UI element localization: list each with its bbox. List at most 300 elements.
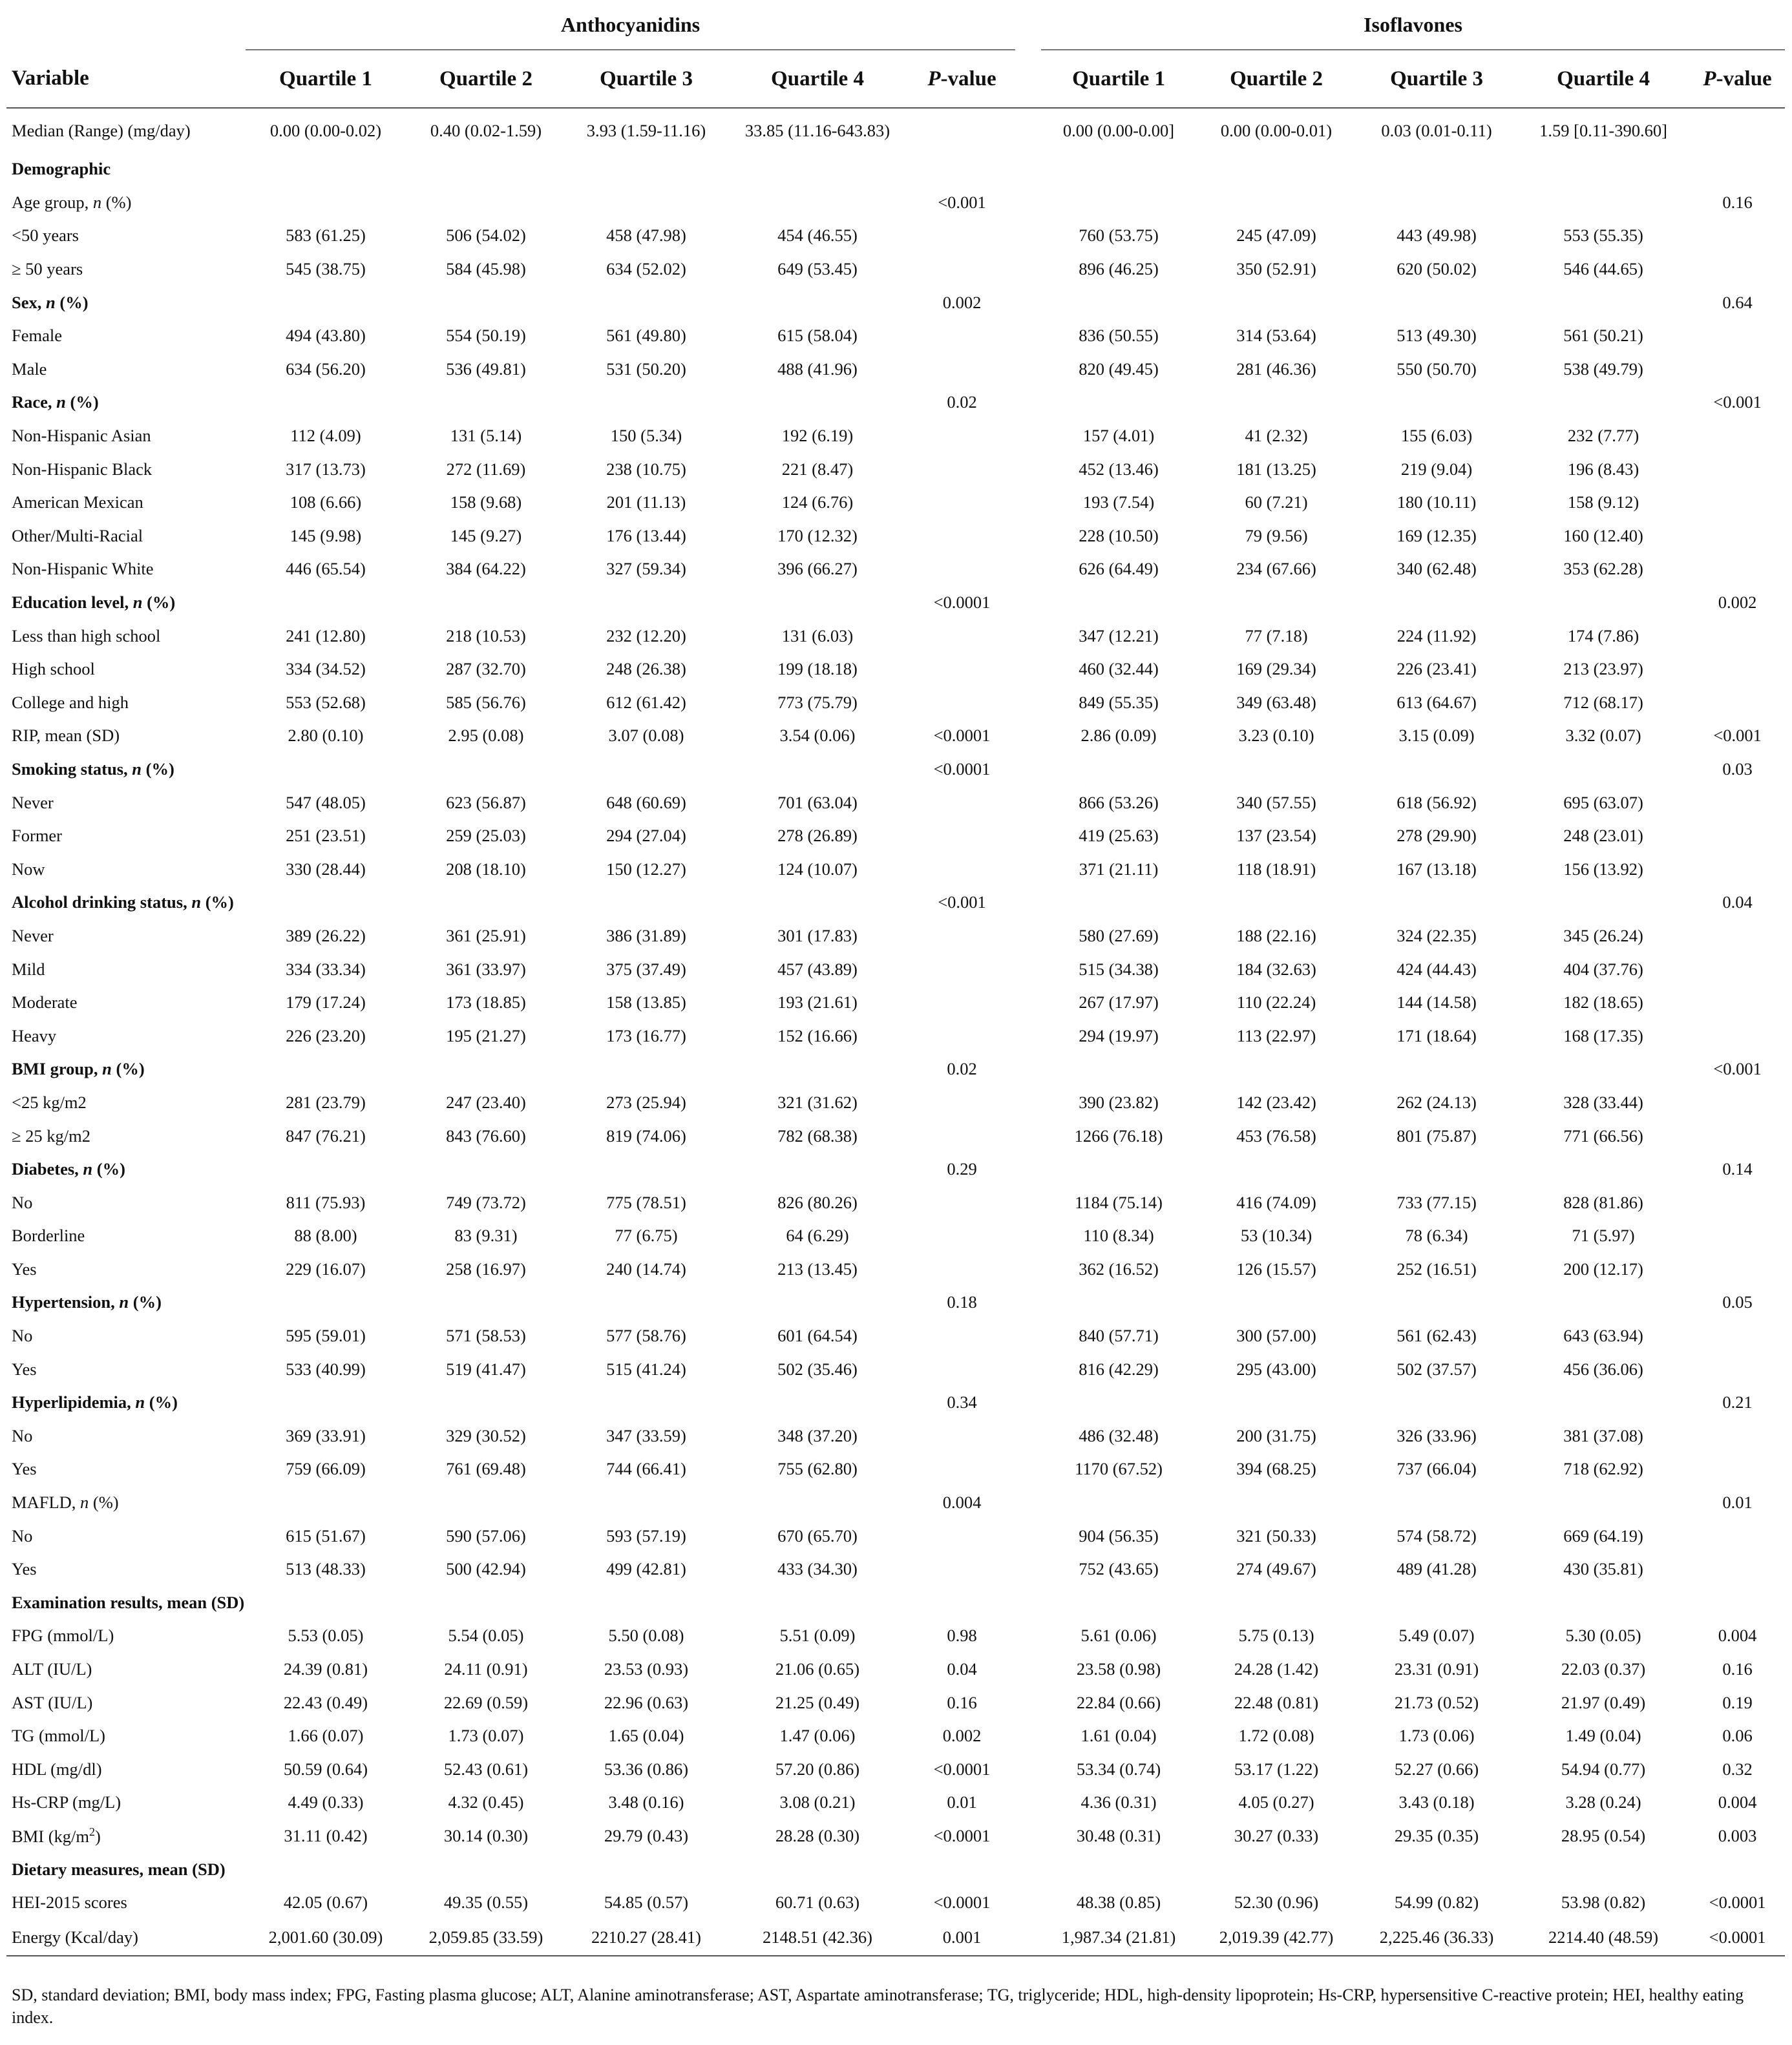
anthocyanidins-quartile-1-cell: 5.53 (0.05) [288,1626,364,1646]
isoflavones-quartile-4-cell: 196 (8.43) [1567,459,1639,479]
column-gap [1015,108,1041,152]
anthocyanidins-quartile-3-cell: 5.50 (0.08) [608,1626,684,1646]
isoflavones-quartile-3-cell: 5.49 (0.07) [1398,1626,1475,1646]
row-label [6,786,246,819]
anthocyanidins-quartile-1-cell: 634 (56.20) [286,359,366,379]
anthocyanidins-quartile-3-cell: 327 (59.34) [606,559,686,579]
anthocyanidins-p-value-cell: <0.0001 [933,1893,991,1913]
isoflavones-quartile-3-cell [1356,1053,1517,1086]
isoflavones-quartile-3-cell: 180 (10.11) [1397,492,1477,512]
anthocyanidins-p-value-cell: 0.002 [942,1726,982,1746]
isoflavones-quartile-4-cell: 174 (7.86) [1567,625,1639,645]
isoflavones-quartile-4-cell: 160 (12.40) [1563,525,1643,545]
isoflavones-quartile-1-cell: 1266 (76.18) [1074,1126,1163,1146]
isoflavones-quartile-2-cell: 1.72 (0.08) [1238,1726,1314,1746]
anthocyanidins-p-value-cell [909,686,1015,720]
table-row [6,1352,1785,1386]
anthocyanidins-quartile-4-cell: 152 (16.66) [777,1025,858,1045]
table-row [6,619,1785,653]
row-label [6,719,246,753]
row-label [6,1119,246,1153]
isoflavones-quartile-3-cell [1356,586,1517,620]
anthocyanidins-quartile-3-cell: 29.79 (0.43) [604,1825,689,1845]
anthocyanidins-quartile-3-cell: 375 (37.49) [606,959,686,979]
column-gap [1015,1719,1041,1753]
anthocyanidins-p-value-cell [909,1119,1015,1153]
anthocyanidins-quartile-1-cell: 22.43 (0.49) [283,1692,368,1712]
isoflavones-p-value-cell: 0.64 [1722,292,1753,312]
column-gap [1015,653,1041,686]
column-header-quartile-3: Quartile 3 [1356,50,1517,108]
table-row [6,519,1785,553]
anthocyanidins-quartile-2-cell: 173 (18.85) [446,992,526,1012]
row-label [6,1553,246,1586]
column-gap [1015,786,1041,819]
column-gap [1015,686,1041,720]
isoflavones-quartile-2-cell [1196,886,1356,919]
row-label [6,1852,246,1886]
anthocyanidins-quartile-1-cell: 583 (61.25) [286,225,366,246]
anthocyanidins-p-value-cell: 0.16 [947,1692,977,1712]
row-label-text: No [12,1526,33,1546]
isoflavones-p-value-cell: 0.05 [1722,1292,1753,1312]
isoflavones-quartile-3-cell: 78 (6.34) [1405,1226,1468,1246]
anthocyanidins-quartile-4-cell: 131 (6.03) [781,625,854,645]
anthocyanidins-quartile-2-cell: 131 (5.14) [450,426,522,446]
anthocyanidins-quartile-2-cell [406,1586,566,1620]
row-label-text: Female [12,326,62,346]
table-row [6,653,1785,686]
row-label-text: Smoking status, [12,759,132,779]
anthocyanidins-quartile-3-cell: 240 (14.74) [606,1259,686,1279]
isoflavones-p-value-cell: 0.16 [1722,1659,1753,1679]
anthocyanidins-quartile-1-cell: 179 (17.24) [286,992,366,1012]
isoflavones-quartile-1-cell: 371 (21.11) [1079,859,1159,879]
table-row [6,1919,1785,1956]
row-label-suffix: (%) [111,1059,145,1079]
anthocyanidins-quartile-3-cell: 1.65 (0.04) [608,1726,684,1746]
row-label-text: Energy (Kcal/day) [12,1927,138,1947]
anthocyanidins-quartile-3-cell [566,753,726,786]
isoflavones-quartile-2-cell: 349 (63.48) [1236,692,1316,712]
anthocyanidins-quartile-4-cell: 670 (65.70) [777,1526,858,1546]
column-gap [1015,486,1041,519]
isoflavones-quartile-2-cell: 41 (2.32) [1245,426,1308,446]
anthocyanidins-quartile-4-cell: 3.08 (0.21) [779,1792,856,1812]
anthocyanidins-quartile-3-cell: 612 (61.42) [606,692,686,712]
isoflavones-p-value-cell [1690,319,1785,353]
anthocyanidins-quartile-3-cell: 273 (25.94) [606,1092,686,1112]
isoflavones-quartile-3-cell [1356,1153,1517,1186]
anthocyanidins-quartile-2-cell: 83 (9.31) [454,1226,518,1246]
isoflavones-quartile-1-cell: 849 (55.35) [1079,692,1159,712]
anthocyanidins-quartile-3-cell: 458 (47.98) [606,225,686,246]
anthocyanidins-quartile-3-cell: 593 (57.19) [606,1526,686,1546]
row-label [6,1753,246,1787]
isoflavones-quartile-3-cell: 169 (12.35) [1397,525,1477,545]
anthocyanidins-quartile-2-cell: 272 (11.69) [446,459,526,479]
anthocyanidins-quartile-4-cell: 21.25 (0.49) [775,1692,860,1712]
isoflavones-quartile-4-cell: 21.97 (0.49) [1561,1692,1646,1712]
row-label-text: <25 kg/m2 [12,1092,87,1112]
table-row [6,353,1785,386]
anthocyanidins-quartile-2-cell: 52.43 (0.61) [443,1759,529,1779]
column-gap [1015,1053,1041,1086]
isoflavones-quartile-4-cell: 381 (37.08) [1563,1425,1643,1445]
anthocyanidins-quartile-2-cell [406,1386,566,1420]
anthocyanidins-quartile-3-cell: 775 (78.51) [606,1192,686,1212]
column-header-quartile-4: Quartile 4 [1517,50,1690,108]
column-gap [1015,1586,1041,1620]
row-label-text: American Mexican [12,492,143,512]
row-label [6,1519,246,1553]
anthocyanidins-quartile-1-cell: 2,001.60 (30.09) [246,1919,406,1956]
isoflavones-p-value-cell [1690,452,1785,486]
isoflavones-p-value-cell: 0.19 [1722,1692,1753,1712]
isoflavones-quartile-2-cell [1196,586,1356,620]
isoflavones-quartile-4-cell: 353 (62.28) [1563,559,1643,579]
anthocyanidins-quartile-4-cell: 199 (18.18) [777,659,858,679]
isoflavones-quartile-4-cell [1517,1386,1690,1420]
isoflavones-quartile-2-cell [1196,1586,1356,1620]
anthocyanidins-quartile-4-cell [726,1386,909,1420]
isoflavones-quartile-2-cell [1196,1386,1356,1420]
row-label-text: AST (IU/L) [12,1692,93,1712]
isoflavones-quartile-3-cell [1356,386,1517,419]
anthocyanidins-quartile-2-cell: 2,059.85 (33.59) [406,1919,566,1956]
anthocyanidins-quartile-2-cell: 623 (56.87) [446,792,526,812]
table-row [6,1619,1785,1653]
table-row [6,586,1785,620]
isoflavones-p-value-cell [1690,519,1785,553]
isoflavones-quartile-4-cell [1517,1286,1690,1319]
p-letter: P [927,67,941,90]
isoflavones-quartile-1-cell [1041,1153,1196,1186]
table-row [6,386,1785,419]
row-label [6,653,246,686]
row-label-n: n [132,593,143,613]
column-gap [1015,819,1041,853]
isoflavones-p-value-cell [1690,486,1785,519]
anthocyanidins-p-value-cell [909,1420,1015,1453]
anthocyanidins-quartile-3-cell: 499 (42.81) [606,1559,686,1579]
isoflavones-quartile-1-cell: 1184 (75.14) [1075,1192,1163,1212]
isoflavones-p-value-cell [1690,1586,1785,1620]
anthocyanidins-quartile-2-cell: 384 (64.22) [446,559,526,579]
anthocyanidins-p-value-cell [909,552,1015,586]
isoflavones-quartile-3-cell: 324 (22.35) [1397,925,1477,945]
row-label [6,519,246,553]
isoflavones-quartile-3-cell: 618 (56.92) [1397,792,1477,812]
table-row [6,852,1785,886]
row-label-text: Heavy [12,1025,57,1045]
group-header-row [6,0,1785,50]
table-row [6,1586,1785,1620]
anthocyanidins-quartile-3-cell: 238 (10.75) [606,459,686,479]
isoflavones-quartile-2-cell [1196,1486,1356,1520]
isoflavones-quartile-1-cell [1041,886,1196,919]
row-label-text: Age group, [12,192,93,212]
isoflavones-quartile-1-cell: 1,987.34 (21.81) [1041,1919,1196,1956]
column-gap [1015,1553,1041,1586]
isoflavones-quartile-3-cell: 278 (29.90) [1397,826,1477,846]
isoflavones-quartile-3-cell: 0.03 (0.01-0.11) [1381,120,1492,140]
row-label-text: Never [12,792,54,812]
row-label-text: Moderate [12,992,78,1012]
anthocyanidins-quartile-3-cell: 201 (11.13) [606,492,686,512]
anthocyanidins-quartile-1-cell [246,186,406,220]
isoflavones-p-value-cell: <0.0001 [1690,1919,1785,1956]
column-header-p-value [909,50,1015,108]
row-label-text: Borderline [12,1226,85,1246]
anthocyanidins-quartile-2-cell: 287 (32.70) [446,659,526,679]
isoflavones-p-value-cell [1690,786,1785,819]
isoflavones-quartile-4-cell: 182 (18.65) [1563,992,1643,1012]
row-label [6,419,246,453]
anthocyanidins-quartile-1-cell: 615 (51.67) [286,1526,366,1546]
anthocyanidins-p-value-cell [909,786,1015,819]
isoflavones-quartile-2-cell [1196,386,1356,419]
table-row [6,319,1785,353]
anthocyanidins-p-value-cell: 0.29 [947,1159,977,1179]
column-gap [1015,1619,1041,1653]
anthocyanidins-quartile-4-cell: 615 (58.04) [777,326,858,346]
row-label-n: n [92,192,102,212]
isoflavones-p-value-cell [1690,852,1785,886]
isoflavones-quartile-4-cell: 158 (9.12) [1567,492,1639,512]
row-label-n: n [46,292,56,312]
column-gap [1015,1420,1041,1453]
row-label-n: n [102,1059,112,1079]
isoflavones-p-value-cell [1690,1086,1785,1120]
isoflavones-quartile-4-cell: 1.49 (0.04) [1565,1726,1641,1746]
isoflavones-quartile-4-cell: 5.30 (0.05) [1565,1626,1641,1646]
anthocyanidins-quartile-3-cell: 744 (66.41) [606,1459,686,1479]
anthocyanidins-quartile-1-cell: 369 (33.91) [286,1425,366,1445]
isoflavones-quartile-1-cell: 840 (57.71) [1079,1326,1159,1346]
anthocyanidins-quartile-4-cell [726,186,909,220]
isoflavones-p-value-cell [1690,919,1785,953]
isoflavones-quartile-4-cell [1517,1486,1690,1520]
anthocyanidins-quartile-3-cell [566,1586,726,1620]
isoflavones-p-value-cell: 0.01 [1722,1493,1753,1513]
column-gap [1015,886,1041,919]
row-label [6,1186,246,1219]
anthocyanidins-quartile-2-cell: 22.69 (0.59) [443,1692,529,1712]
isoflavones-quartile-3-cell: 252 (16.51) [1397,1259,1477,1279]
anthocyanidins-quartile-4-cell: 5.51 (0.09) [779,1626,856,1646]
isoflavones-quartile-3-cell: 219 (9.04) [1400,459,1473,479]
anthocyanidins-quartile-3-cell [566,386,726,419]
anthocyanidins-quartile-2-cell [406,152,566,186]
column-gap [1015,1086,1041,1120]
isoflavones-quartile-3-cell: 561 (62.43) [1397,1326,1477,1346]
isoflavones-quartile-3-cell [1356,886,1517,919]
isoflavones-quartile-3-cell: 737 (66.04) [1397,1459,1477,1479]
anthocyanidins-quartile-4-cell: 192 (6.19) [781,426,854,446]
row-label [6,319,246,353]
anthocyanidins-quartile-4-cell: 1.47 (0.06) [779,1726,856,1746]
characteristics-table [6,0,1785,1956]
column-gap [1015,1386,1041,1420]
anthocyanidins-quartile-4-cell: 170 (12.32) [777,525,858,545]
isoflavones-quartile-1-cell: 294 (19.97) [1079,1025,1159,1045]
anthocyanidins-p-value-cell [909,253,1015,286]
anthocyanidins-quartile-2-cell: 195 (21.27) [446,1025,526,1045]
anthocyanidins-p-value-cell [909,619,1015,653]
anthocyanidins-quartile-1-cell: 229 (16.07) [286,1259,366,1279]
anthocyanidins-quartile-1-cell: 1.66 (0.07) [288,1726,364,1746]
anthocyanidins-quartile-2-cell [406,186,566,220]
column-gap [1015,586,1041,620]
anthocyanidins-quartile-4-cell: 773 (75.79) [777,692,858,712]
row-label [6,986,246,1020]
row-label [6,1486,246,1520]
row-label-text: TG (mmol/L) [12,1726,105,1746]
isoflavones-p-value-cell: 0.004 [1718,1626,1757,1646]
row-label [6,386,246,419]
table-row [6,1420,1785,1453]
anthocyanidins-quartile-2-cell: 259 (25.03) [446,826,526,846]
table-row [6,1086,1785,1120]
p-suffix: -value [940,67,996,90]
isoflavones-quartile-3-cell: 574 (58.72) [1397,1526,1477,1546]
anthocyanidins-quartile-2-cell: 554 (50.19) [446,326,526,346]
anthocyanidins-quartile-3-cell: 634 (52.02) [606,259,686,279]
isoflavones-quartile-4-cell [1517,386,1690,419]
isoflavones-p-value-cell: <0.001 [1713,1059,1762,1079]
isoflavones-quartile-4-cell: 213 (23.97) [1563,659,1643,679]
table-row [6,186,1785,220]
anthocyanidins-quartile-4-cell: 278 (26.89) [777,826,858,846]
anthocyanidins-p-value-cell [909,219,1015,253]
isoflavones-quartile-4-cell: 430 (35.81) [1563,1559,1643,1579]
isoflavones-quartile-3-cell: 171 (18.64) [1397,1025,1477,1045]
row-label [6,819,246,853]
isoflavones-quartile-2-cell: 24.28 (1.42) [1234,1659,1319,1679]
isoflavones-quartile-4-cell: 248 (23.01) [1563,826,1643,846]
anthocyanidins-quartile-3-cell: 3.07 (0.08) [608,726,684,746]
row-label-suffix: (%) [129,1292,162,1312]
table-row [6,1686,1785,1719]
anthocyanidins-quartile-1-cell: 24.39 (0.81) [283,1659,368,1679]
isoflavones-quartile-1-cell: 752 (43.65) [1079,1559,1159,1579]
anthocyanidins-p-value-cell [909,1086,1015,1120]
isoflavones-quartile-2-cell: 274 (49.67) [1236,1559,1316,1579]
isoflavones-quartile-4-cell: 328 (33.44) [1563,1092,1643,1112]
isoflavones-quartile-1-cell: 110 (8.34) [1083,1226,1154,1246]
row-label [6,1319,246,1353]
isoflavones-quartile-2-cell: 0.00 (0.00-0.01) [1220,120,1333,140]
isoflavones-quartile-2-cell: 118 (18.91) [1236,859,1316,879]
anthocyanidins-quartile-3-cell: 2210.27 (28.41) [566,1919,726,1956]
isoflavones-quartile-2-cell: 5.75 (0.13) [1238,1626,1314,1646]
isoflavones-quartile-3-cell: 443 (49.98) [1397,225,1477,246]
anthocyanidins-quartile-4-cell: 301 (17.83) [777,925,858,945]
isoflavones-quartile-1-cell: 23.58 (0.98) [1076,1659,1161,1679]
anthocyanidins-p-value-cell: 0.02 [947,392,977,412]
table-row [6,1852,1785,1886]
anthocyanidins-quartile-3-cell: 294 (27.04) [606,826,686,846]
table-row [6,1786,1785,1820]
row-label [6,1619,246,1653]
isoflavones-quartile-2-cell [1196,286,1356,319]
anthocyanidins-quartile-3-cell: 3.93 (1.59-11.16) [586,120,706,140]
isoflavones-quartile-4-cell [1517,586,1690,620]
anthocyanidins-quartile-2-cell: 258 (16.97) [446,1259,526,1279]
row-label-text: Hyperlipidemia, [12,1392,136,1412]
isoflavones-quartile-3-cell: 1.73 (0.06) [1398,1726,1475,1746]
anthocyanidins-p-value-cell: 0.04 [947,1659,977,1679]
isoflavones-quartile-4-cell: 771 (66.56) [1563,1126,1643,1146]
column-gap [1015,552,1041,586]
anthocyanidins-quartile-3-cell [566,1053,726,1086]
anthocyanidins-quartile-4-cell [726,1486,909,1520]
row-label [6,619,246,653]
isoflavones-p-value-cell: 0.004 [1718,1792,1757,1812]
table-footnote: SD, standard deviation; BMI, body mass index; FPG, Fasting plasma glucose; ALT, Alanine aminotransferase; AST, Aspartate aminotransferase; TG, triglyceride; HDL, high-density lipoprotein; Hs-CRP, hypersensitive C-reactive protein; HEI, healthy eating index. [12,1986,1744,2027]
column-gap [1015,186,1041,220]
row-label [6,1653,246,1686]
anthocyanidins-p-value-cell [909,152,1015,186]
isoflavones-quartile-1-cell: 1.61 (0.04) [1080,1726,1157,1746]
anthocyanidins-quartile-4-cell: 601 (64.54) [777,1326,858,1346]
anthocyanidins-quartile-4-cell: 57.20 (0.86) [775,1759,860,1779]
row-label [6,1219,246,1253]
anthocyanidins-quartile-1-cell: 42.05 (0.67) [283,1893,368,1913]
anthocyanidins-quartile-1-cell [246,886,406,919]
isoflavones-quartile-4-cell [1517,286,1690,319]
row-label [6,1420,246,1453]
isoflavones-quartile-3-cell: 29.35 (0.35) [1394,1825,1479,1845]
column-gap [1015,753,1041,786]
isoflavones-quartile-3-cell: 2,225.46 (36.33) [1356,1919,1517,1956]
anthocyanidins-quartile-1-cell: 112 (4.09) [290,426,361,446]
isoflavones-quartile-1-cell [1041,186,1196,220]
anthocyanidins-quartile-1-cell: 545 (38.75) [286,259,366,279]
column-header-quartile-3: Quartile 3 [566,50,726,108]
isoflavones-p-value-cell [1690,619,1785,653]
column-gap [1015,1486,1041,1520]
anthocyanidins-p-value-cell [909,1352,1015,1386]
isoflavones-p-value-cell [1690,952,1785,986]
anthocyanidins-quartile-3-cell: 248 (26.38) [606,659,686,679]
anthocyanidins-quartile-2-cell: 247 (23.40) [446,1092,526,1112]
anthocyanidins-quartile-1-cell: 811 (75.93) [286,1192,366,1212]
table-row [6,786,1785,819]
anthocyanidins-quartile-4-cell: 221 (8.47) [781,459,854,479]
row-label-suffix: (%) [55,292,89,312]
isoflavones-p-value-cell [1690,686,1785,720]
anthocyanidins-quartile-3-cell: 232 (12.20) [606,625,686,645]
anthocyanidins-quartile-3-cell: 158 (13.85) [606,992,686,1012]
anthocyanidins-quartile-1-cell [246,1586,406,1620]
anthocyanidins-quartile-2-cell [406,1153,566,1186]
isoflavones-quartile-2-cell: 300 (57.00) [1236,1326,1316,1346]
isoflavones-p-value-cell: 0.16 [1722,192,1753,212]
row-label-text: Alcohol drinking status, [12,892,192,912]
table-row [6,1119,1785,1153]
isoflavones-quartile-2-cell: 53.17 (1.22) [1234,1759,1319,1779]
row-label-text: MAFLD, [12,1493,81,1513]
row-label-text: Hypertension, [12,1292,120,1312]
isoflavones-quartile-3-cell: 155 (6.03) [1400,426,1473,446]
isoflavones-quartile-1-cell: 48.38 (0.85) [1076,1893,1161,1913]
isoflavones-p-value-cell [1690,152,1785,186]
row-label-text: Mild [12,959,45,979]
row-label-suffix: (%) [142,759,174,779]
anthocyanidins-quartile-3-cell [566,1852,726,1886]
